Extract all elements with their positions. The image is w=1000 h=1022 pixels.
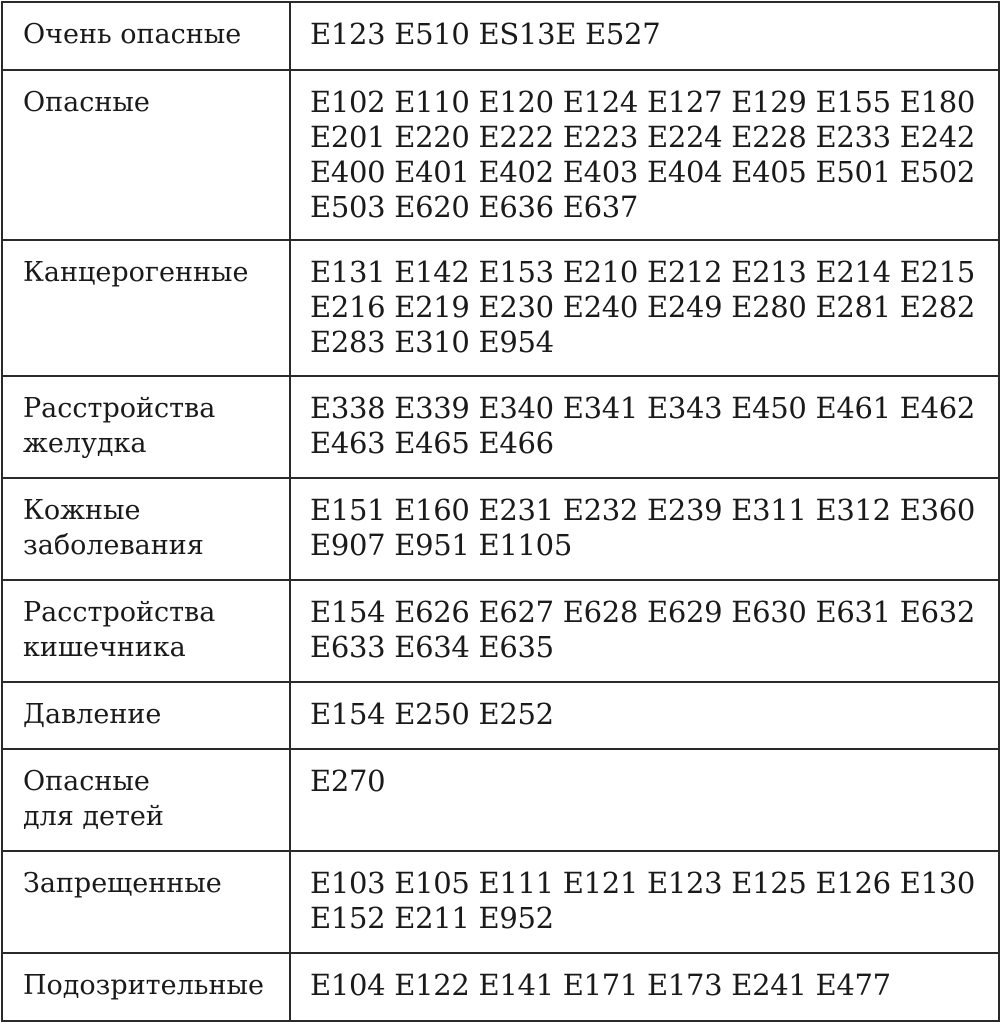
codes-cell: [290, 2, 999, 70]
additive-code: E634: [394, 630, 470, 664]
additive-code: E1105: [478, 528, 572, 562]
table-row: [2, 749, 999, 851]
additive-code: E215: [899, 255, 976, 289]
additive-code: E213: [731, 255, 807, 289]
additive-code: E627: [478, 595, 554, 629]
additive-code: E628: [562, 595, 639, 629]
table-row: [2, 682, 999, 749]
additive-code: E103: [310, 866, 386, 900]
additive-code: E461: [815, 391, 891, 425]
additive-code: E402: [478, 155, 554, 189]
additive-code: E240: [562, 290, 639, 324]
codes-cell: [290, 580, 999, 682]
additive-code: E224: [647, 120, 723, 154]
additive-code: E620: [394, 190, 470, 224]
codes-cell: [290, 478, 999, 580]
additive-code: E104: [310, 968, 386, 1002]
additive-code: E154: [310, 697, 386, 731]
additive-code: E501: [815, 155, 891, 189]
additive-code: E403: [562, 155, 639, 189]
additive-code: E312: [815, 493, 891, 527]
additive-code: ES13E: [478, 17, 577, 51]
additive-code: E154: [310, 595, 386, 629]
additive-code: E310: [394, 325, 470, 359]
additive-code: E631: [815, 595, 891, 629]
table-row: [2, 851, 999, 953]
codes-cell: [290, 851, 999, 953]
additive-code: E131: [310, 255, 386, 289]
additive-code: E216: [310, 290, 386, 324]
additive-code: E201: [310, 120, 386, 154]
additive-code: E477: [815, 968, 891, 1002]
additive-code: E280: [731, 290, 807, 324]
additive-code: E282: [899, 290, 976, 324]
additive-code: E633: [310, 630, 386, 664]
additive-code: E466: [478, 426, 554, 460]
additive-code: E130: [899, 866, 976, 900]
additive-code: E219: [394, 290, 470, 324]
additive-code: E907: [310, 528, 386, 562]
category-cell: Кожные заболевания: [2, 478, 290, 580]
codes-cell: [290, 749, 999, 851]
category-cell: Канцерогенные: [2, 240, 290, 376]
additive-code: E171: [562, 968, 639, 1002]
additive-code: E124: [562, 85, 639, 119]
additive-code: E141: [478, 968, 554, 1002]
additive-code: E232: [562, 493, 639, 527]
additive-code: E123: [310, 17, 386, 51]
table-row: [2, 478, 999, 580]
additive-code: E230: [478, 290, 554, 324]
additive-code: E160: [394, 493, 470, 527]
additive-code: E462: [899, 391, 976, 425]
additive-code: E503: [310, 190, 386, 224]
additive-code: E142: [394, 255, 470, 289]
additive-code: E252: [478, 697, 554, 731]
additive-code: E626: [394, 595, 470, 629]
codes-cell: [290, 376, 999, 478]
additive-code: E223: [562, 120, 639, 154]
additive-code: E239: [647, 493, 723, 527]
table-row: [2, 580, 999, 682]
additive-code: E637: [562, 190, 639, 224]
additive-code: E222: [478, 120, 554, 154]
additive-code: E340: [478, 391, 554, 425]
category-cell: Расстройства кишечника: [2, 580, 290, 682]
additive-code: E527: [585, 17, 661, 51]
food-additives-table: [1, 1, 1000, 1022]
additive-code: E283: [310, 325, 386, 359]
additive-code: E270: [310, 764, 386, 798]
category-cell: Опасные: [2, 70, 290, 240]
additive-code: E210: [562, 255, 639, 289]
category-cell: Запрещенные: [2, 851, 290, 953]
additive-code: E311: [731, 493, 807, 527]
additive-code: E122: [394, 968, 470, 1002]
additive-code: E951: [394, 528, 470, 562]
codes-cell: [290, 70, 999, 240]
additive-code: E343: [647, 391, 723, 425]
additive-code: E152: [310, 901, 386, 935]
additive-code: E212: [647, 255, 723, 289]
additive-code: E339: [394, 391, 470, 425]
additive-code: E360: [899, 493, 976, 527]
additive-code: E228: [731, 120, 807, 154]
additive-code: E110: [394, 85, 470, 119]
additive-code: E220: [394, 120, 470, 154]
additive-code: E105: [394, 866, 470, 900]
table-row: [2, 70, 999, 240]
additive-code: E401: [394, 155, 470, 189]
additive-code: E180: [899, 85, 976, 119]
additive-code: E629: [647, 595, 723, 629]
table-row: [2, 953, 999, 1021]
additive-code: E151: [310, 493, 386, 527]
additive-code: E173: [647, 968, 723, 1002]
additive-code: E341: [562, 391, 639, 425]
codes-cell: [290, 240, 999, 376]
additive-code: E630: [731, 595, 807, 629]
additive-code: E155: [815, 85, 891, 119]
additive-code: E153: [478, 255, 554, 289]
additive-code: E123: [647, 866, 723, 900]
table-body: [2, 2, 999, 1021]
additive-code: E338: [310, 391, 386, 425]
additive-code: E404: [647, 155, 723, 189]
additive-code: E952: [478, 901, 554, 935]
additive-code: E126: [815, 866, 891, 900]
additive-code: E450: [731, 391, 807, 425]
additive-code: E281: [815, 290, 891, 324]
additive-code: E249: [647, 290, 723, 324]
category-cell: Опасные для детей: [2, 749, 290, 851]
additive-code: E635: [478, 630, 554, 664]
additive-code: E121: [562, 866, 639, 900]
table-row: [2, 376, 999, 478]
additive-code: E120: [478, 85, 554, 119]
category-cell: Давление: [2, 682, 290, 749]
category-cell: Очень опасные: [2, 2, 290, 70]
additive-code: E231: [478, 493, 554, 527]
additive-code: E636: [478, 190, 554, 224]
table-row: [2, 2, 999, 70]
additive-code: E241: [731, 968, 807, 1002]
additive-code: E102: [310, 85, 386, 119]
additive-code: E125: [731, 866, 807, 900]
additive-code: E510: [394, 17, 470, 51]
additive-code: E405: [731, 155, 807, 189]
additive-code: E111: [478, 866, 554, 900]
additive-code: E127: [647, 85, 723, 119]
codes-cell: [290, 953, 999, 1021]
additive-code: E214: [815, 255, 891, 289]
category-cell: Расстройства желудка: [2, 376, 290, 478]
additive-code: E400: [310, 155, 386, 189]
additive-code: E465: [394, 426, 470, 460]
additive-code: E211: [394, 901, 470, 935]
additive-code: E954: [478, 325, 554, 359]
additive-code: E250: [394, 697, 470, 731]
additive-code: E463: [310, 426, 386, 460]
additive-code: E233: [815, 120, 891, 154]
table-row: [2, 240, 999, 376]
additive-code: E242: [899, 120, 976, 154]
codes-cell: [290, 682, 999, 749]
additive-code: E129: [731, 85, 807, 119]
additive-code: E502: [899, 155, 976, 189]
category-cell: Подозрительные: [2, 953, 290, 1021]
additive-code: E632: [899, 595, 976, 629]
